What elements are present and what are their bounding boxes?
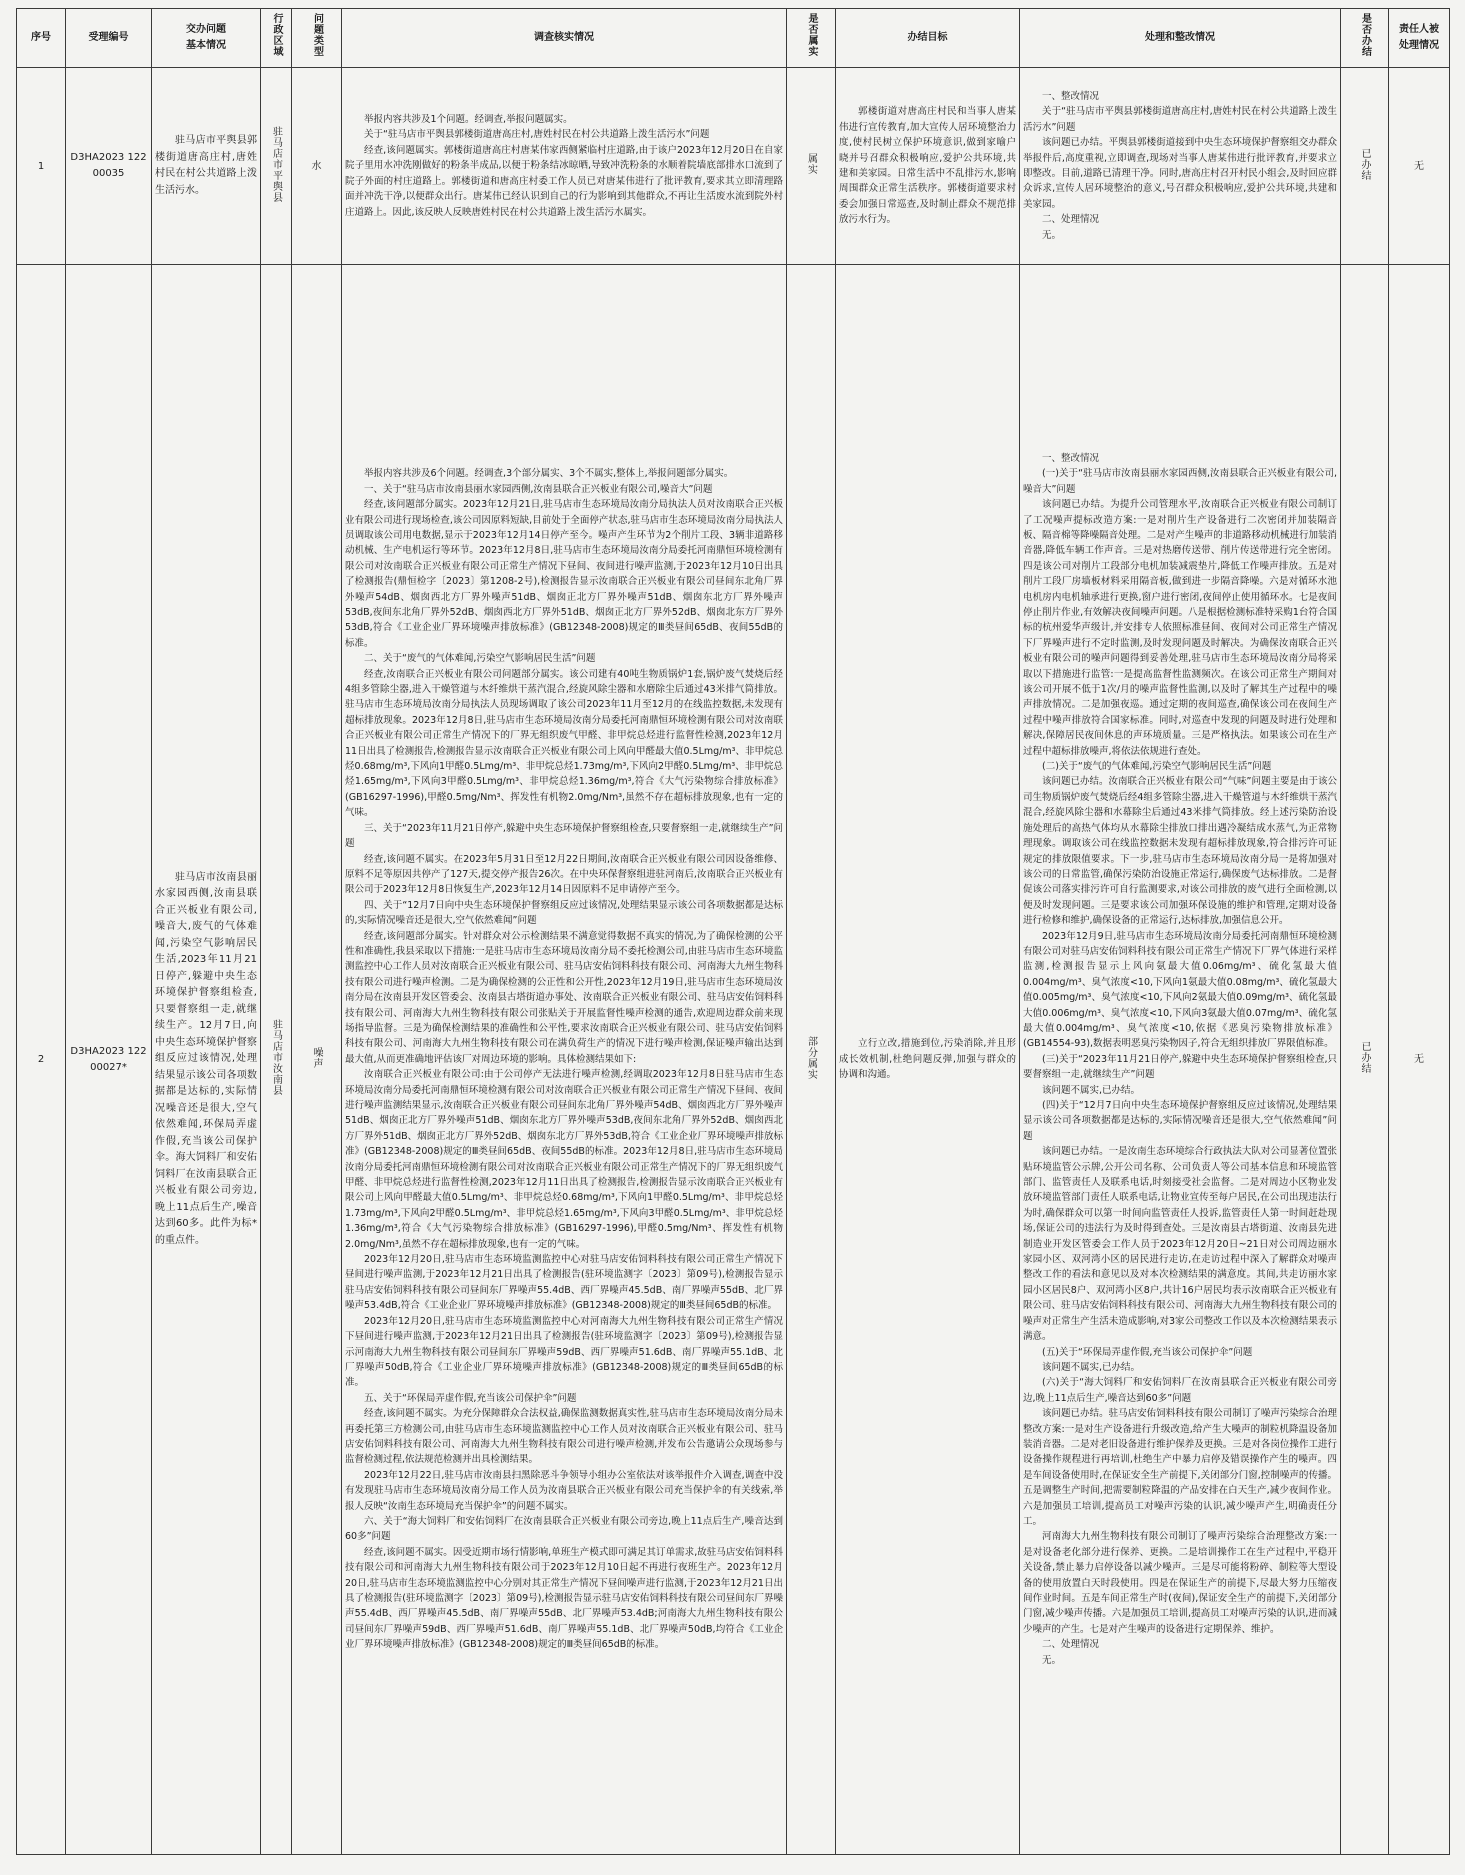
paragraph: (六)关于“海大饲料厂和安佑饲料厂在汝南县联合正兴板业有限公司旁边,晚上11点后生产,噪音达到60多”问题 xyxy=(1023,1377,1337,1404)
paragraph: 五、关于“环保局弄虚作假,充当该公司保护伞”问题 xyxy=(364,1392,577,1404)
header-goal: 办结目标 xyxy=(836,9,1020,68)
case-number-cell: D3HA2023 12200035 xyxy=(66,68,152,265)
header-problem-type: 问题类型 xyxy=(292,9,342,68)
case-number-cell: D3HA2023 12200027* xyxy=(66,265,152,1855)
paragraph: 关于“驻马店市平舆县郭楼街道唐高庄村,唐姓村民在村公共道路上泼生活污水”问题 xyxy=(1023,106,1337,133)
serial-number-cell: 2 xyxy=(17,265,66,1855)
paragraph: 该问题不属实,已办结。 xyxy=(1042,1361,1141,1373)
header-case-number: 受理编号 xyxy=(66,9,152,68)
problem-type-cell: 水 xyxy=(292,68,342,265)
problem-summary-cell: 驻马店市平舆县郭楼街道唐高庄村,唐姓村民在村公共道路上泼生活污水。 xyxy=(152,68,261,265)
paragraph: 该问题已办结。汝南联合正兴板业有限公司“气味”问题主要是由于该公司生物质锅炉废气焚烧后经4组多管除尘器,进入干燥管道与木纤维烘干蒸汽混合,经旋风除尘器和水幕除尘后通过43米排气筒排放。经上述污染防治设施处理后的高热气体均从水幕除尘排放口排出遇冷凝结成水蒸气,为正常物理现象。调取该公司在线监控数据未发现有超标排放现象,符合排污许可证规定的排放限值要求。下一步,驻马店市生态环境局汝南分局一是将加强对该公司的日常监管,确保污染防治设施正常运行,确保废气达标排放。二是督促该公司落实排污许可自行监测要求,对该公司排放的废气进行全面检测,以便及时发现问题。三是要求该公司加强环保设施的维护和管理,定期对设备进行检修和维护,确保设备的正常运行,达标排放,加强信息公开。 xyxy=(1023,776,1337,927)
paragraph: 该问题已办结。一是汝南生态环境综合行政执法大队对公司显著位置张贴环境监管公示牌,公开公司名称、公司负责人等公司基本信息和环境监管部门、监管责任人及联系电话,时刻接受社会监督。二是对周边小区物业发放环境监管部门责任人联系电话,让物业宣传至每户居民,在公司出现违法行为时,确保群众可以第一时间向监管责任人投诉,监管责任人第一时间赶赴现场,保证公司的违法行为及时得到查处。三是汝南县古塔街道、汝南县先进制造业开发区管委会工作人员于2023年12月20日~21日对公司周边丽水家园小区、双河湾小区的居民进行走访,在走访过程中深入了解群众对噪声整改工作的看法和意见以及对本次检测结果的满意度。其间,共走访丽水家园小区居民8户、双河湾小区8户,共计16户居民均表示汝南联合正兴板业有限公司、驻马店安佑饲料科技有限公司、河南海大九州生物科技有限公司的噪声对正常生产生活未造成影响,对3家公司整改工作以及本次检测结果表示满意。 xyxy=(1023,1146,1337,1343)
paragraph: 经查,该问题属实。郭楼街道唐高庄村唐某伟家西侧紧临村庄道路,由于该户2023年12月20日在自家院子里用水冲洗刚做好的粉条半成品,以便于粉条结冰晾晒,导致冲洗粉条的水顺着院墙底部排水口流到了院子外面的村庄道路上。郭楼街道和唐高庄村委工作人员已对唐某伟进行了批评教育,要求其立即清理路面并冲洗干净,以便群众出行。唐某伟已经认识到自己的行为影响到其他群众,不再让生活废水流到院外村庄道路上。因此,该反映人反映唐姓村民在村公共道路上泼生活污水属实。 xyxy=(345,144,783,218)
investigation-cell xyxy=(342,265,787,1855)
region-cell: 驻马店市平舆县 xyxy=(261,68,292,265)
paragraph: (三)关于“2023年11月21日停产,躲避中央生态环境保护督察组检查,只要督察组一走,就继续生产”问题 xyxy=(1023,1053,1337,1081)
paragraph: 郭楼街道对唐高庄村民和当事人唐某伟进行宣传教育,加大宣传人居环境整治力度,使村民树立保护环境意识,做到家喻户晓并号召群众积极响应,爱护公共环境,共建和美家园。日常生活中不乱排污水,影响周围群众正常生活秩序。郭楼街道要求村委会加强日常巡查,及时制止群众不规范排放污水行为。 xyxy=(839,106,1016,226)
rectification-cell xyxy=(1020,265,1341,1855)
paragraph: 立行立改,措施到位,污染消除,并且形成长效机制,杜绝问题反弹,加强与群众的协调和沟通。 xyxy=(839,1038,1016,1081)
paragraph: 四、关于“12月7日向中央生态环境保护督察组反应过该情况,处理结果显示该公司各项数据都是达标的,实际情况噪音还是很大,空气依然难闻”问题 xyxy=(345,899,783,927)
problem-summary-cell: 驻马店市汝南县丽水家园西侧,汝南县联合正兴板业有限公司,噪音大,废气的气体难闻,污染空气影响居民生活,2023年11月21日停产,躲避中央生态环境保护督察组检查,只要督察组一走,就继续生产。12月7日,向中央生态环境保护督察组反应过该情况,处理结果显示该公司各项数据都是达标的,实际情况噪音还是很大,空气依然难闻,环保局弄虚作假,充当该公司保护伞。海大饲料厂和安佑饲料厂在汝南县联合正兴板业有限公司旁边,晚上11点后生产,噪音达到60多。此件为标*的重点件。 xyxy=(152,265,261,1855)
paragraph: 二、处理情况 xyxy=(1042,1639,1100,1651)
paragraph: 经查,该问题部分属实。针对群众对公示检测结果不满意觉得数据不真实的情况,为了确保检测的公平性和准确性,我县采取以下措施:一是驻马店市生态环境局汝南分局不委托检测公司,由驻马店市生态环境监测监控中心工作人员对汝南联合正兴板业有限公司、驻马店安佑饲料科技有限公司、河南海大九州生物科技有限公司进行噪声检测。二是为确保检测的公正性和公开性,2023年12月19日,驻马店市生态环境局汝南分局在汝南县开发区管委会、汝南县古塔街道办事处、汝南联合正兴板业有限公司、驻马店安佑饲料科技有限公司、河南海大九州生物科技有限公司张贴关于开展监督性噪声检测的通告,欢迎周边群众前来现场指导监督。三是为确保检测结果的准确性和公平性,要求汝南联合正兴板业有限公司、驻马店安佑饲料科技有限公司、河南海大九州生物科技有限公司在满负荷生产的情况下进行噪声检测,保证噪声输出达到最大值,从而更准确地评估该厂对周边环境的影响。具体检测结果如下: xyxy=(345,930,783,1065)
verified-cell: 属实 xyxy=(787,68,836,265)
header-serial-number: 序号 xyxy=(17,9,66,68)
goal-cell xyxy=(836,68,1020,265)
paragraph: 该问题已办结。驻马店安佑饲料科技有限公司制订了噪声污染综合治理整改方案:一是对生产设备进行升级改造,给产生大噪声的制粒机降温设备加装消音器。二是对老旧设备进行维护保养及更换。三是对各岗位操作工进行设备操作规程进行再培训,杜绝生产中暴力启停及错误操作产生的噪声。四是车间设备使用时,在保证安全生产前提下,关闭部分门窗,控制噪声的传播。五是调整生产时间,把需要制粒降温的产品安排在白天生产,减少夜间作业。六是加强员工培训,提高员工对噪声污染的认识,减少噪声产生,明确责任分工。 xyxy=(1023,1408,1337,1527)
paragraph: 一、关于“驻马店市汝南县丽水家园西侧,汝南县联合正兴板业有限公司,噪音大”问题 xyxy=(364,483,713,495)
table-row xyxy=(17,265,1450,1855)
closed-cell: 已办结 xyxy=(1341,265,1389,1855)
table-row xyxy=(17,68,1450,265)
paragraph: 举报内容共涉及1个问题。经调查,举报问题属实。 xyxy=(364,114,573,126)
paragraph: 该问题不属实,已办结。 xyxy=(1042,1084,1141,1096)
paragraph: 经查,该问题不属实。因受近期市场行情影响,单班生产模式即可满足其订单需求,故驻马店安佑饲料科技有限公司和河南海大九州生物科技有限公司于2023年12月10日起不再进行夜班生产。2023年12月20日,驻马店市生态环境监测监控中心分别对其正常生产情况下昼间噪声进行监测,于2023年12月21日出具了检测报告(驻环境监测字〔2023〕第09号),检测报告显示驻马店安佑饲料科技有限公司昼间东厂界噪声55.4dB、西厂界噪声45.5dB、南厂界噪声55dB、北厂界噪声53.4dB;河南海大九州生物科技有限公司昼间东厂界噪声59dB、西厂界噪声51.6dB、南厂界噪声55.1dB、北厂界噪声50dB,均符合《工业企业厂界环境噪声排放标准》(GB12348-2008)规定的Ⅲ类昼间65dB的标准。 xyxy=(345,1546,783,1651)
paragraph: 关于“驻马店市平舆县郭楼街道唐高庄村,唐姓村民在村公共道路上泼生活污水”问题 xyxy=(364,129,710,141)
paragraph: 举报内容共涉及6个问题。经调查,3个部分属实、3个不属实,整体上,举报问题部分属实。 xyxy=(364,468,734,480)
goal-cell xyxy=(836,265,1020,1855)
complaint-handling-table xyxy=(16,8,1450,1855)
paragraph: (一)关于“驻马店市汝南县丽水家园西侧,汝南县联合正兴板业有限公司,噪音大”问题 xyxy=(1023,468,1337,495)
paragraph: 二、处理情况 xyxy=(1042,214,1100,226)
paragraph: (五)关于“环保局弄虚作假,充当该公司保护伞”问题 xyxy=(1042,1346,1253,1358)
paragraph: 2023年12月22日,驻马店市汝南县扫黑除恶斗争领导小组办公室依法对该举报件介入调查,调查中没有发现驻马店市生态环境局汝南分局工作人员为汝南县联合正兴板业有限公司充当保护伞的有关线索,举报人反映“汝南生态环境局充当保护伞”的问题不属实。 xyxy=(345,1469,783,1512)
header-region: 行政区域 xyxy=(261,9,292,68)
paragraph: 二、关于“废气的气体难闻,污染空气影响居民生活”问题 xyxy=(364,653,596,665)
investigation-cell xyxy=(342,68,787,265)
paragraph: 该问题已办结。为提升公司管理水平,汝南联合正兴板业有限公司制订了工况噪声提标改造方案:一是对削片生产设备进行二次密闭并加装隔音板、隔音棉等降噪隔音处理。二是对产生噪声的非道路移动机械进行加装消音器,降低车辆工作声音。三是对热磨传送带、削片传送带进行完全密闭。四是该公司对削片工段部分电机加装减震垫片,降低工作噪声排放。五是对削片工段厂房墙板材料采用隔音板,做到进一步隔音降噪。六是对循环水池电机房内电机轴承进行更换,窗户进行密闭,夜间停止使用循环水。七是夜间停止削片作业,有效解决夜间噪声问题。八是根据检测标准特采购1台符合国标的杭州爱华声级计,并安排专人依照标准昼间、夜间对公司正常生产情况下厂界噪声进行不定时监测,及时发现问题及时解决。为确保汝南联合正兴板业有限公司的噪声问题得到妥善处理,驻马店市生态环境局汝南分局将采取以下措施进行监管:一是提高监督性监测频次。在该公司正常生产期间对该公司开展不低于1次/月的噪声监督性监测,以及时了解其生产过程中的噪声排放情况。二是加强夜巡。通过定期的夜间巡查,确保该公司在夜间生产过程中噪声排放符合国家标准。同时,对巡查中发现的问题及时进行处理和解决,保障居民夜间休息的声环境质量。三是严格执法。如果该公司在生产过程中超标排放噪声,将依法依规进行查处。 xyxy=(1023,499,1337,757)
header-row xyxy=(17,9,1450,68)
header-verified: 是否属实 xyxy=(787,9,836,68)
paragraph: 无。 xyxy=(1042,1654,1062,1666)
paragraph: 经查,该问题部分属实。2023年12月21日,驻马店市生态环境局汝南分局执法人员对汝南联合正兴板业有限公司进行现场检查,该公司因原料短缺,目前处于全面停产状态,驻马店市生态环境局汝南分局执法人员调取该公司用电数据,显示于2023年12月14日停产至今。噪声产生环节为2个削片工段、3辆非道路移动机械、生产电机运行等环节。2023年12月8日,驻马店市生态环境局汝南分局委托河南鼎恒环境检测有限公司对汝南联合正兴板业有限公司正常生产情况下昼间、夜间进行噪声监测,于2023年12月10日出具了检测报告(鼎恒检字〔2023〕第1208-2号),检测报告显示汝南联合正兴板业有限公司昼间东北角厂界外噪声54dB、烟囱西北方厂界外噪声51dB、烟囱正北方厂界外噪声51dB、烟囱东北方厂界外噪声53dB,夜间东北角厂界外52dB、烟囱西北方厂界外51dB、烟囱正北方厂界外52dB、烟囱北东方厂界外53dB,符合《工业企业厂界环境噪声排放标准》(GB12348-2008)规定的Ⅲ类昼间65dB、夜间55dB的标准。 xyxy=(345,499,783,649)
verified-cell: 部分属实 xyxy=(787,265,836,1855)
paragraph: 2023年12月20日,驻马店市生态环境监测监控中心对驻马店安佑饲料科技有限公司正常生产情况下昼间进行噪声监测,于2023年12月21日出具了检测报告(驻环境监测字〔2023〕第09号),检测报告显示驻马店安佑饲料科技有限公司昼间东厂界噪声55.4dB、西厂界噪声45.5dB、南厂界噪声55dB、北厂界噪声53.4dB,符合《工业企业厂界环境噪声排放标准》(GB12348-2008)规定的Ⅲ类昼间65dB的标准。 xyxy=(345,1254,783,1312)
paragraph: 六、关于“海大饲料厂和安佑饲料厂在汝南县联合正兴板业有限公司旁边,晚上11点后生产,噪音达到60多”问题 xyxy=(345,1515,783,1543)
paragraph: 一、整改情况 xyxy=(1042,90,1100,102)
paragraph: (四)关于“12月7日向中央生态环境保护督察组反应过该情况,处理结果显示该公司各项数据都是达标的,实际情况噪音还是很大,空气依然难闻”问题 xyxy=(1023,1100,1337,1142)
header-rectification: 处理和整改情况 xyxy=(1020,9,1341,68)
header-closed: 是否办结 xyxy=(1341,9,1389,68)
header-problem-summary: 交办问题基本情况 xyxy=(152,9,261,68)
paragraph: 三、关于“2023年11月21日停产,躲避中央生态环境保护督察组检查,只要督察组一走,就继续生产”问题 xyxy=(345,822,783,850)
paragraph: 经查,该问题不属实。为充分保障群众合法权益,确保监测数据真实性,驻马店市生态环境局汝南分局未再委托第三方检测公司,由驻马店市生态环境监测监控中心工作人员对汝南联合正兴板业有限公司、驻马店安佑饲料科技有限公司、河南海大九州生物科技有限公司进行噪声检测,并发布公告邀请公众现场参与监督检测过程,依法规范检测并出具检测结果。 xyxy=(345,1408,783,1466)
paragraph: 经查,汝南联合正兴板业有限公司问题部分属实。该公司建有40吨生物质锅炉1套,锅炉废气焚烧后经4组多管除尘器,进入干燥管道与木纤维烘干蒸汽混合,经旋风除尘器和水磨除尘后通过43米排气筒排放。驻马店市生态环境局汝南分局执法人员现场调取了该公司2023年11月至12月的在线监控数据,未发现有超标排放现象。2023年12月8日,驻马店市生态环境局汝南分局委托河南鼎恒环境检测有限公司对汝南联合正兴板业有限公司正常生产情况下的厂界无组织废气甲醛、非甲烷总烃进行监督性检测,2023年12月11日出具了检测报告,检测报告显示汝南联合正兴板业有限公司上风向甲醛最大值0.5Lmg/m³、非甲烷总烃0.68mg/m³,下风向1甲醛0.5Lmg/m³、非甲烷总烃1.73mg/m³,下风向2甲醛0.5Lmg/m³、非甲烷总烃1.65mg/m³,下风向3甲醛0.5Lmg/m³、非甲烷总烃1.36mg/m³,符合《大气污染物综合排放标准》(GB16297-1996),甲醛0.5mg/Nm³、挥发性有机物2.0mg/Nm³,虽然不存在超标排放现象,也有一定的气味。 xyxy=(345,668,783,819)
header-responsible: 责任人被处理情况 xyxy=(1389,9,1450,68)
rectification-cell xyxy=(1020,68,1341,265)
header-investigation: 调查核实情况 xyxy=(342,9,787,68)
region-cell: 驻马店市汝南县 xyxy=(261,265,292,1855)
serial-number-cell: 1 xyxy=(17,68,66,265)
paragraph: 经查,该问题不属实。在2023年5月31日至12月22日期间,汝南联合正兴板业有限公司因设备维修、原料不足等原因共停产了127天,提交停产报告26次。在中央环保督察组进驻河南后,汝南联合正兴板业有限公司于2023年12月8日恢复生产,2023年12月14日因原料不足申请停产至今。 xyxy=(345,853,783,896)
responsible-cell: 无 xyxy=(1389,265,1450,1855)
paragraph: 河南海大九州生物科技有限公司制订了噪声污染综合治理整改方案:一是对设备老化部分进行保养、更换。二是培训操作工在生产过程中,平稳开关设备,禁止暴力启停设备以减少噪声。三是尽可能将粉碎、制粒等大型设备的使用放置白天时段使用。四是在保证生产的前提下,尽最大努力压缩夜间作业时间。五是车间正常生产时(夜间),保证安全生产的前提下,关闭部分门窗,减少噪声传播。六是加强员工培训,提高员工对噪声污染的认识,进而减少噪声的产生。七是对产生噪声的设备进行定期保养、维护。 xyxy=(1023,1531,1337,1635)
paragraph: 该问题已办结。平舆县郭楼街道接到中央生态环境保护督察组交办群众举报件后,高度重视,立即调查,现场对当事人唐某伟进行批评教育,并要求立即整改。目前,道路已清理干净。同时,唐高庄村召开村民小组会,及时回应群众诉求,宣传人居环境整治的意义,号召群众积极响应,爱护公共环境,共建和美家园。 xyxy=(1023,137,1337,210)
paragraph: (二)关于“废气的气体难闻,污染空气影响居民生活”问题 xyxy=(1042,761,1272,773)
responsible-cell: 无 xyxy=(1389,68,1450,265)
paragraph: 2023年12月20日,驻马店市生态环境监测监控中心对河南海大九州生物科技有限公司正常生产情况下昼间进行噪声监测,于2023年12月21日出具了检测报告(驻环境监测字〔2023〕第09号),检测报告显示河南海大九州生物科技有限公司昼间东厂界噪声59dB、西厂界噪声51.6dB、南厂界噪声55.1dB、北厂界噪声50dB,符合《工业企业厂界环境噪声排放标准》(GB12348-2008)规定的Ⅲ类昼间65dB的标准。 xyxy=(345,1315,783,1389)
paragraph: 无。 xyxy=(1042,229,1062,241)
paragraph: 2023年12月9日,驻马店市生态环境局汝南分局委托河南鼎恒环境检测有限公司对驻马店安佑饲料科技有限公司正常生产情况下厂界气体进行采样监测,检测报告显示上风向氨最大值0.06mg/m³、硫化氢最大值0.004mg/m³、臭气浓度<10,下风向1氨最大值0.08mg/m³、硫化氢最大值0.005mg/m³、臭气浓度<10,下风向2氨最大值0.09mg/m³、硫化氢最大值0.006mg/m³、臭气浓度<10,下风向3氨最大值0.07mg/m³、硫化氢最大值0.004mg/m³、臭气浓度<10,依据《恶臭污染物排放标准》(GB14554-93),数据表明恶臭污染物因子,符合无组织排放厂界限值标准。 xyxy=(1023,930,1337,1050)
paragraph: 一、整改情况 xyxy=(1042,452,1100,464)
problem-type-cell: 噪声 xyxy=(292,265,342,1855)
paragraph: 汝南联合正兴板业有限公司:由于公司停产无法进行噪声检测,经调取2023年12月8日驻马店市生态环境局汝南分局委托河南鼎恒环境检测有限公司对汝南联合正兴板业有限公司正常生产情况下昼间、夜间进行噪声监测结果显示,汝南联合正兴板业有限公司昼间东北角厂界外噪声54dB、烟囱西北方厂界外噪声51dB、烟囱正北方厂界外噪声51dB、烟囱东北方厂界外噪声53dB,夜间东北角厂界外52dB、烟囱西北方厂界外51dB、烟囱正北方厂界外52dB、烟囱东北方厂界外53dB,符合《工业企业厂界环境噪声排放标准》(GB12348-2008)规定的Ⅲ类昼间65dB、夜间55dB的标准。2023年12月8日,驻马店市生态环境局汝南分局委托河南鼎恒环境检测有限公司对汝南联合正兴板业有限公司正常生产情况下的厂界无组织废气甲醛、非甲烷总烃进行监督性检测,2023年12月11日出具了检测报告,检测报告显示汝南联合正兴板业有限公司上风向甲醛最大值0.5Lmg/m³、非甲烷总烃0.68mg/m³,下风向1甲醛0.5Lmg/m³、非甲烷总烃1.73mg/m³,下风向2甲醛0.5Lmg/m³、非甲烷总烃1.65mg/m³,下风向3甲醛0.5Lmg/m³、非甲烷总烃1.36mg/m³,符合《大气污染物综合排放标准》(GB16297-1996),甲醛0.5mg/Nm³、挥发性有机物2.0mg/Nm³,虽然不存在超标排放现象,也有一定的气味。 xyxy=(345,1069,783,1250)
closed-cell: 已办结 xyxy=(1341,68,1389,265)
